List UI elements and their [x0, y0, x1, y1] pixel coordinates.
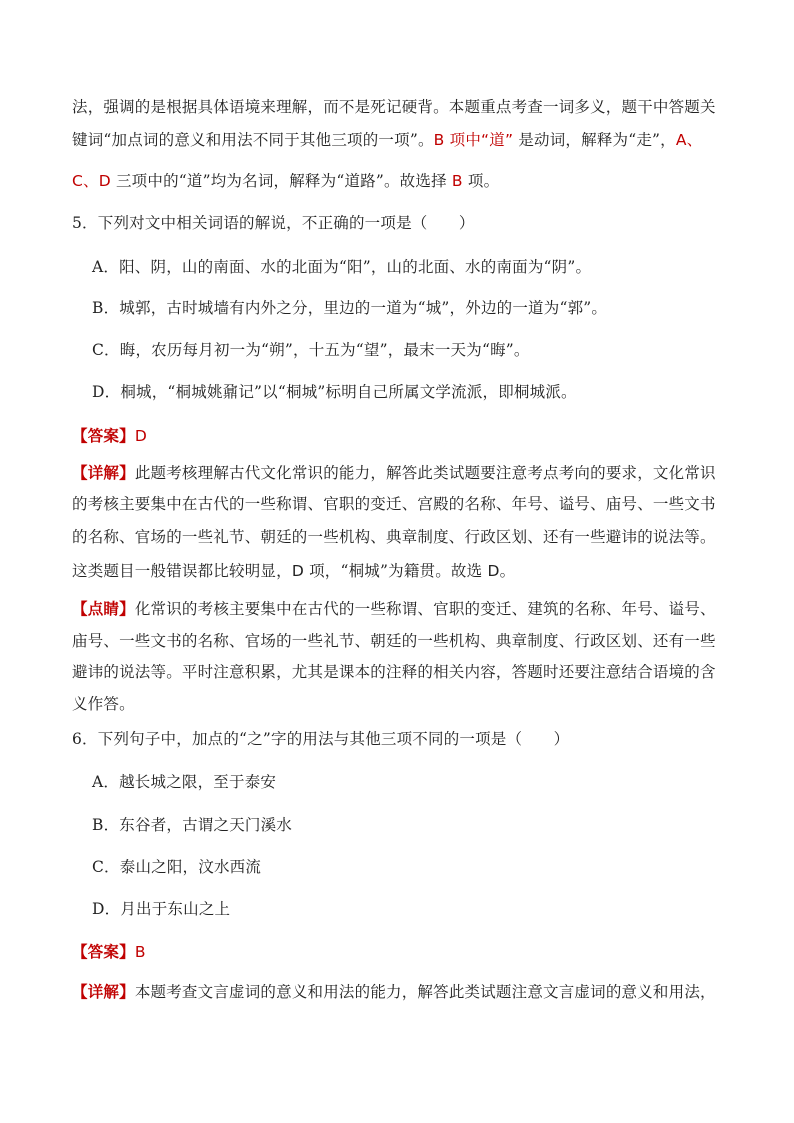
- paragraph-line: [72, 526, 754, 548]
- option-ref: A、: [675, 131, 703, 149]
- text: 化常识的考核主要集中在古代的一些称谓、官职的变迁、建筑的名称、年号、谥号、: [134, 600, 716, 618]
- text: B．城郭，古时城墙有内外之分，里边的一道为“城”，外边的一道为“郭”。: [92, 299, 608, 317]
- option-ref: C、D: [72, 172, 111, 190]
- answer-tag: 【答案】: [72, 426, 135, 445]
- question-6-option-c: [92, 856, 754, 878]
- option-ref: D: [487, 562, 500, 580]
- question-6-option-b: [92, 814, 754, 836]
- text: 的考核主要集中在古代的一些称谓、官职的变迁、宫殿的名称、年号、谥号、庙号、一些文书: [72, 495, 716, 513]
- question-5-option-a: [92, 256, 754, 278]
- text: 法，强调的是根据具体语境来理解，而不是死记硬背。本题重点考查一词多义，题干中答题关: [72, 98, 716, 116]
- answer-value: D: [134, 427, 147, 445]
- question-5-option-b: [92, 297, 754, 319]
- text: D．月出于东山之上: [92, 900, 231, 918]
- question-6-option-a: [92, 771, 754, 793]
- paragraph-line: [72, 560, 754, 582]
- text: 键词“加点词的意义和用法不同于其他三项的一项”。: [72, 131, 434, 149]
- text: 项，“桐城”为籍贯。故选: [303, 562, 488, 580]
- question-6-detail: [72, 981, 754, 1003]
- text: 避讳的说法等。平时注意积累，尤其是课本的注释的相关内容，答题时还要注意结合语境的含: [72, 663, 716, 681]
- text: 这类题目一般错误都比较明显，: [72, 562, 292, 580]
- text: 项。: [462, 172, 500, 190]
- text: B．东谷者，古谓之天门溪水: [92, 816, 292, 834]
- option-ref: D: [291, 562, 304, 580]
- paragraph-line: [72, 96, 754, 118]
- paragraph-line: [72, 493, 754, 515]
- note-tag: 【点睛】: [72, 599, 135, 618]
- text: 是动词，解释为“走”，: [513, 131, 676, 149]
- answer-tag: 【答案】: [72, 942, 135, 961]
- question-5-answer: [72, 425, 754, 447]
- question-5-stem: [72, 212, 754, 234]
- text: A．阳、阴，山的南面、水的北面为“阳”，山的北面、水的南面为“阴”。: [92, 258, 592, 276]
- paragraph-line: [72, 129, 754, 151]
- option-ref: B: [451, 172, 463, 190]
- question-6-stem: [72, 728, 754, 750]
- detail-tag: 【详解】: [72, 982, 135, 1001]
- question-6-option-d: [92, 898, 754, 920]
- text: 的名称、官场的一些礼节、朝廷的一些机构、典章制度、行政区划、还有一些避讳的说法等。: [72, 528, 716, 546]
- answer-value: B: [134, 943, 146, 961]
- text: 6．下列句子中，加点的“之”字的用法与其他三项不同的一项是（ ）: [72, 730, 570, 748]
- text: 庙号、一些文书的名称、官场的一些礼节、朝廷的一些机构、典章制度、行政区划、还有一些: [72, 632, 716, 650]
- question-5-option-d: [92, 381, 754, 403]
- question-5-detail: [72, 462, 754, 484]
- text: D．桐城，“桐城姚鼐记”以“桐城”标明自己所属文学流派，即桐城派。: [92, 383, 577, 401]
- detail-tag: 【详解】: [72, 463, 135, 482]
- text: 5．下列对文中相关词语的解说，不正确的一项是（ ）: [72, 214, 475, 232]
- question-6-answer: [72, 941, 754, 963]
- paragraph-line: [72, 661, 754, 683]
- text: 。: [499, 562, 516, 580]
- text: 义作答。: [72, 695, 135, 713]
- text: C．晦，农历每月初一为“朔”，十五为“望”，最末一天为“晦”。: [92, 341, 530, 359]
- text: 此题考核理解古代文化常识的能力，解答此类试题要注意考点考向的要求，文化常识: [134, 464, 716, 482]
- text: 三项中的“道”均为名词，解释为“道路”。故选择: [110, 172, 452, 190]
- paragraph-line: [72, 693, 754, 715]
- text: C．泰山之阳，汶水西流: [92, 858, 262, 876]
- paragraph-line: [72, 170, 754, 192]
- option-ref: B 项中“道”: [433, 131, 514, 149]
- question-5-note: [72, 598, 754, 620]
- text: 本题考查文言虚词的意义和用法的能力，解答此类试题注意文言虚词的意义和用法，: [134, 983, 716, 1001]
- question-5-option-c: [92, 339, 754, 361]
- paragraph-line: [72, 630, 754, 652]
- text: A．越长城之限，至于泰安: [92, 773, 277, 791]
